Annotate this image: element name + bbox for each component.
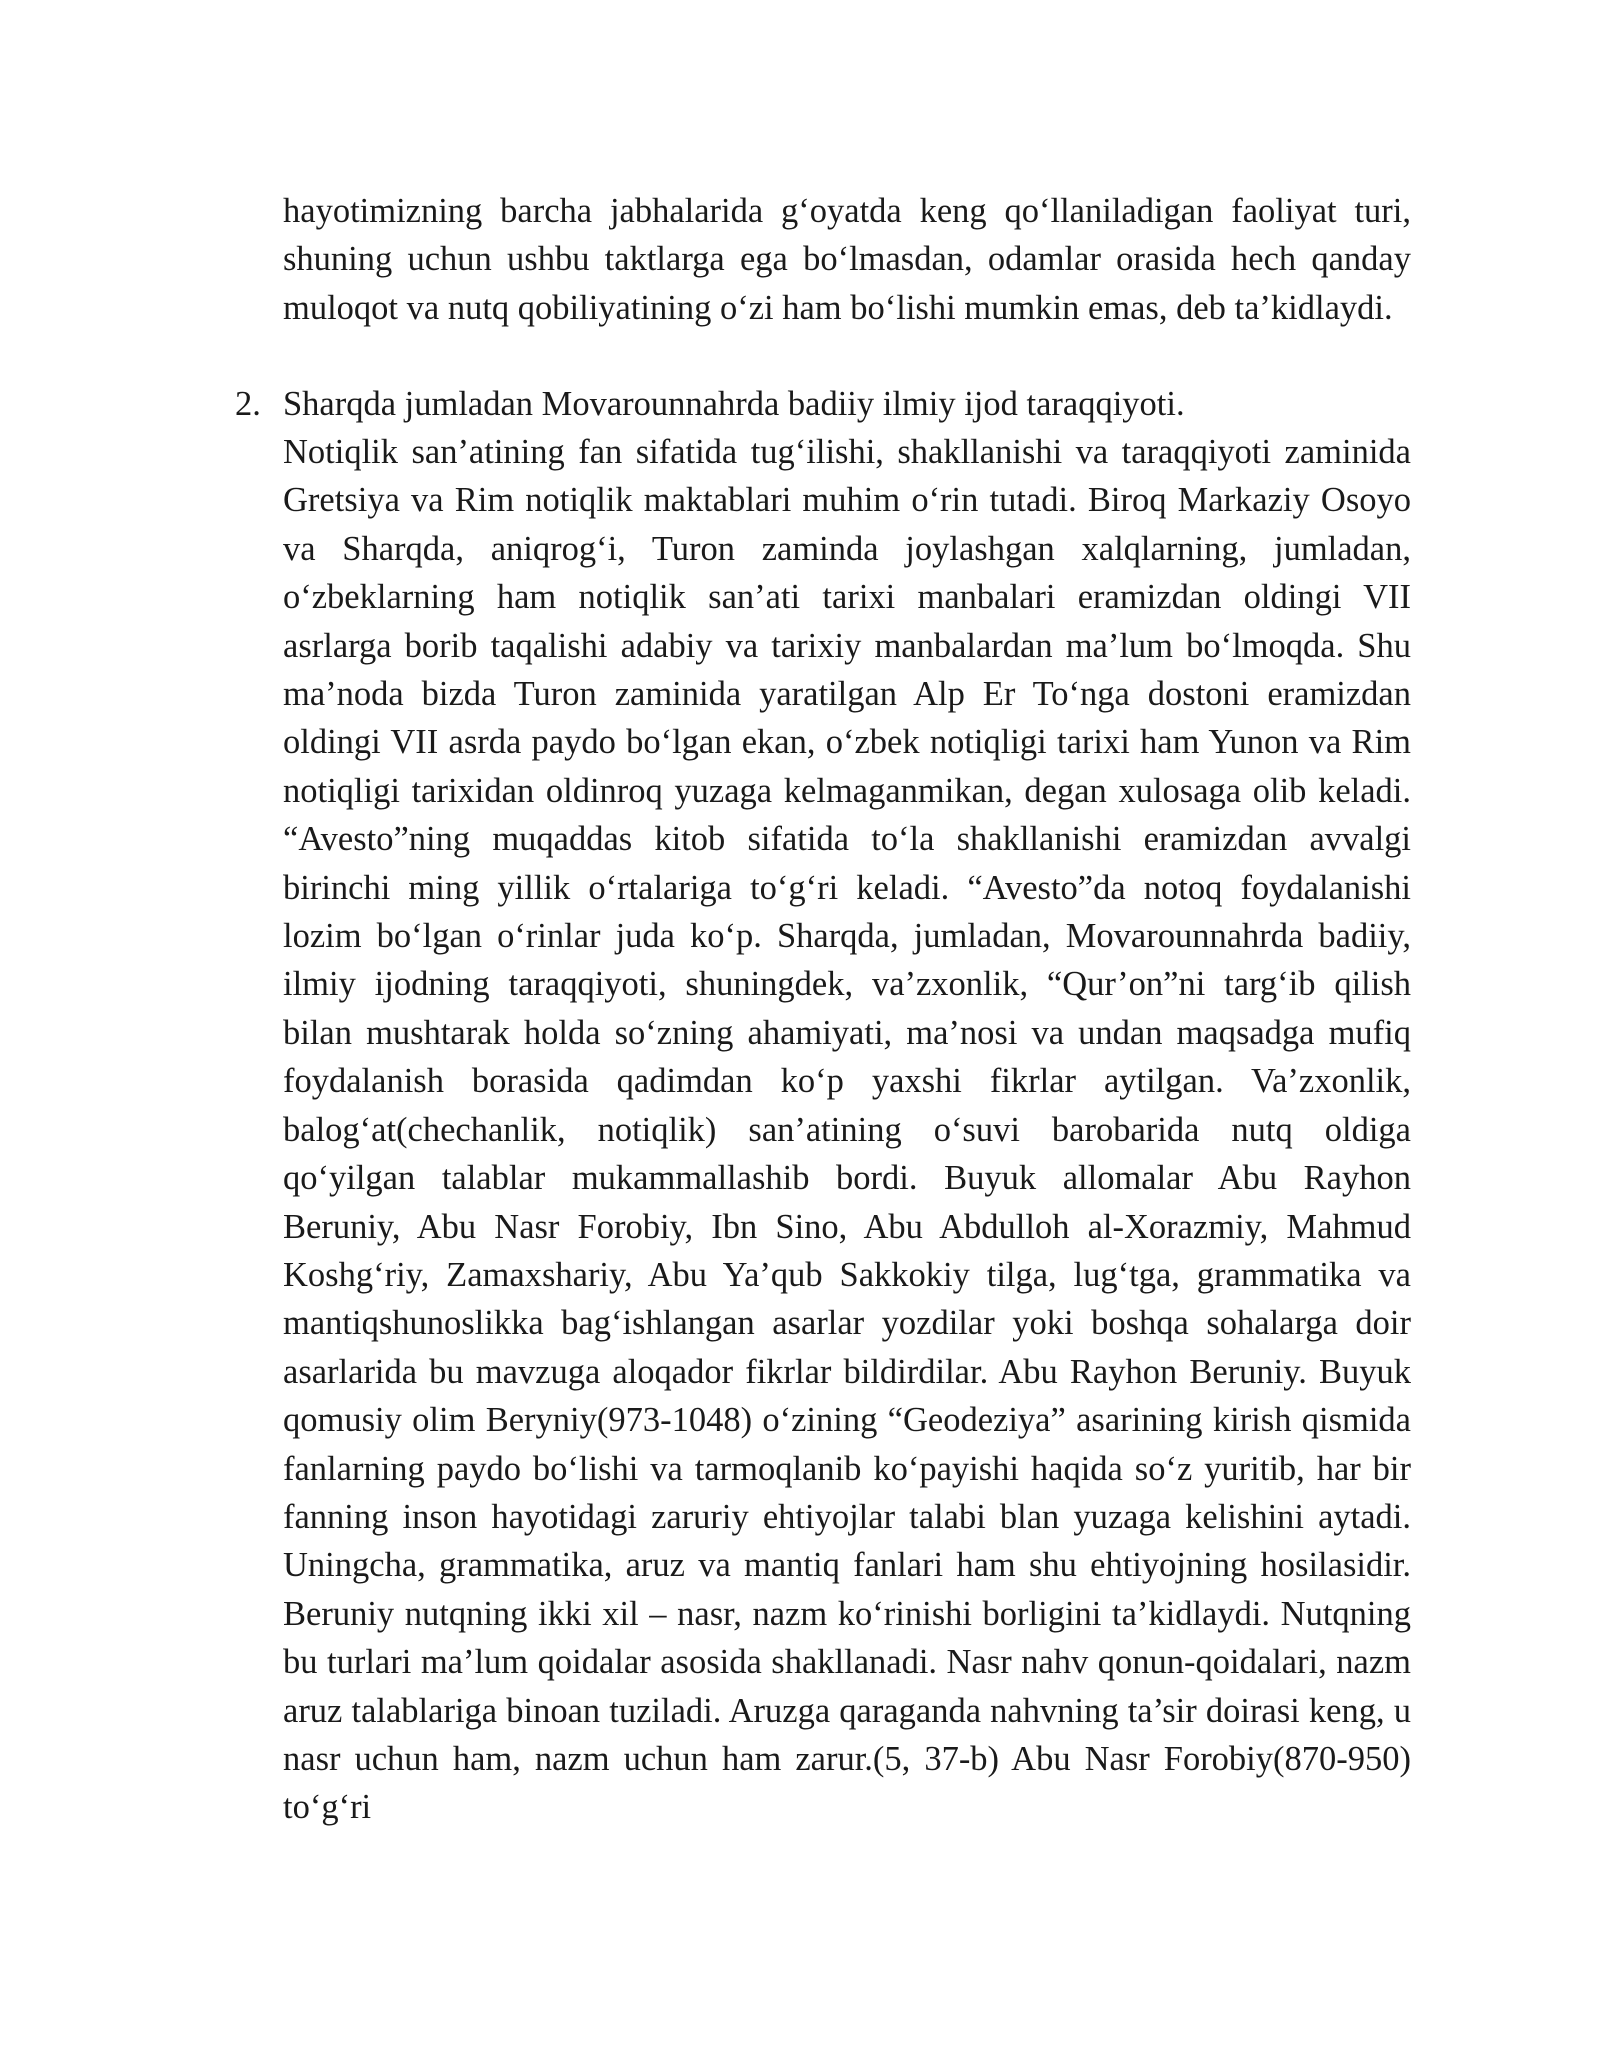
list-item-heading: Sharqda jumladan Movarounnahrda badiiy ilmiy ijod taraqqiyoti. — [283, 385, 1185, 423]
numbered-list-item — [235, 380, 1411, 428]
paragraph-continued: hayotimizning barcha jabhalarida g‘oyatda keng qo‘llaniladigan faoliyat turi, shuning uchun ushbu taktlarga ega bo‘lmasdan, odamlar orasida hech qanday muloqot va nutq qobiliyatining o‘zi ham bo‘lishi mumkin emas, deb ta’kidlaydi. — [283, 192, 1411, 327]
main-paragraph: Notiqlik san’atining fan sifatida tug‘ilishi, shakllanishi va taraqqiyoti zaminida Gretsiya va Rim notiqlik maktablari muhim o‘rin tutadi. Biroq Markaziy Osoyo va Sharqda, aniqrog‘i, Turon zaminda joylashgan xalqlarning, jumladan, o‘zbeklarning ham notiqlik san’ati tarixi manbalari eramizdan oldingi VII asrlarga borib taqalishi adabiy va tarixiy manbalardan ma’lum bo‘lmoqda. Shu ma’noda bizda Turon zaminida yaratilgan Alp Er To‘nga dostoni eramizdan oldingi VII asrda paydo bo‘lgan ekan, o‘zbek notiqligi tarixi ham Yunon va Rim notiqligi tarixidan oldinroq yuzaga kelmaganmikan, degan xulosaga olib keladi. “Avesto”ning muqaddas kitob sifatida to‘la shakllanishi eramizdan avvalgi birinchi ming yillik o‘rtalariga to‘g‘ri keladi. “Avesto”da notoq foydalanishi lozim bo‘lgan o‘rinlar juda ko‘p. Sharqda, jumladan, Movarounnahrda badiiy, ilmiy ijodning taraqqiyoti, shuningdek, va’zxonlik, “Qur’on”ni targ‘ib qilish bilan mushtarak holda so‘zning ahamiyati, ma’nosi va undan maqsadga mufiq foydalanish borasida qadimdan ko‘p yaxshi fikrlar aytilgan. Va’zxonlik, balog‘at(chechanlik, notiqlik) san’atining o‘suvi barobarida nutq oldiga qo‘yilgan talablar mukammallashib bordi. Buyuk allomalar Abu Rayhon Beruniy, Abu Nasr Forobiy, Ibn Sino, Abu Abdulloh al-Xorazmiy, Mahmud Koshg‘riy, Zamaxshariy, Abu Ya’qub Sakkokiy tilga, lug‘tga, grammatika va mantiqshunoslikka bag‘ishlangan asarlar yozdilar yoki boshqa sohalarga doir asarlarida bu mavzuga aloqador fikrlar bildirdilar. Abu Rayhon Beruniy. Buyuk qomusiy olim Beryniy(973-1048) o‘zining “Geodeziya” asarining kirish qismida fanlarning paydo bo‘lishi va tarmoqlanib ko‘payishi haqida so‘z yuritib, har bir fanning inson hayotidagi zaruriy ehtiyojlar talabi blan yuzaga kelishini aytadi. Uningcha, grammatika, aruz va mantiq fanlari ham shu ehtiyojning hosilasidir. Beruniy nutqning ikki xil – nasr, nazm ko‘rinishi borligini ta’kidlaydi. Nutqning bu turlari ma’lum qoidalar asosida shakllanadi. Nasr nahv qonun-qoidalari, nazm aruz talablariga binoan tuziladi. Aruzga qaraganda nahvning ta’sir doirasi keng, u nasr uchun ham, nazm uchun ham zarur.(5, 37-b) Abu Nasr Forobiy(870-950) to‘g‘ri — [283, 433, 1411, 1827]
list-item-number: 2. — [235, 385, 261, 423]
